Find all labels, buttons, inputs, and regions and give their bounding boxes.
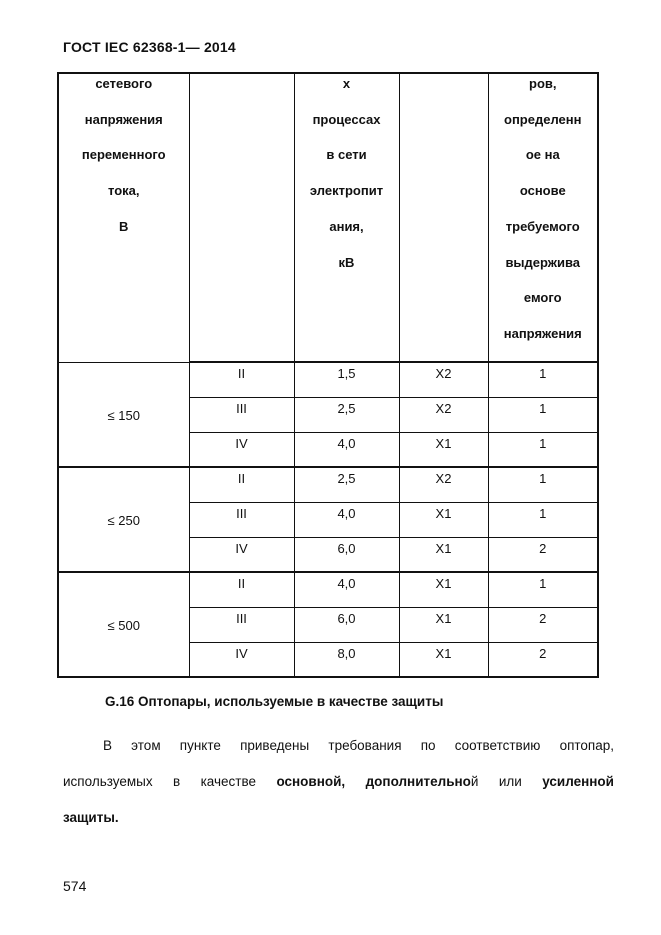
table-cell: IV: [189, 642, 294, 677]
section-title: G.16 Оптопары, используемые в качестве защиты: [105, 694, 444, 709]
table-cell: II: [189, 467, 294, 502]
header-line: ое на: [525, 147, 560, 163]
table-cell: 2,5: [294, 467, 399, 502]
header-line: процессах: [312, 111, 381, 127]
table-cell: 1,5: [294, 362, 399, 397]
header-text: [489, 66, 598, 352]
header-line: тока,: [108, 183, 140, 199]
table-cell: III: [189, 607, 294, 642]
paragraph-line-3: защиты.: [63, 810, 119, 825]
table-cell: 8,0: [294, 642, 399, 677]
table-row: [58, 572, 598, 607]
table-cell: III: [189, 397, 294, 432]
table-cell: X1: [399, 537, 488, 572]
table-cell: X2: [399, 362, 488, 397]
table-cell: IV: [189, 432, 294, 467]
table-row: [58, 467, 598, 502]
table-cell: 4,0: [294, 432, 399, 467]
table-cell: 1: [488, 362, 598, 397]
bold-term-basic: основной,: [276, 774, 346, 789]
table-cell: 4,0: [294, 502, 399, 537]
paragraph-line-2: [63, 772, 614, 792]
header-cell-1: [58, 73, 189, 362]
text: й или: [470, 774, 543, 789]
header-line: основе: [519, 183, 566, 199]
header-line: ания,: [329, 218, 364, 234]
header-cell-4: [399, 73, 488, 362]
table-cell: 1: [488, 502, 598, 537]
table-cell: 1: [488, 432, 598, 467]
header-cell-3: [294, 73, 399, 362]
voltage-cell: ≤ 250: [58, 467, 189, 572]
header-line: электропит: [309, 183, 384, 199]
table-cell: 2: [488, 642, 598, 677]
table-cell: X2: [399, 467, 488, 502]
header-line: выдержива: [505, 254, 581, 270]
header-line: ров,: [529, 76, 557, 91]
header-line: х: [342, 76, 351, 91]
table-cell: X2: [399, 397, 488, 432]
header-line: в сети: [326, 147, 367, 163]
table-cell: 2: [488, 607, 598, 642]
table-cell: 2: [488, 537, 598, 572]
header-cell-5: [488, 73, 598, 362]
header-text: [59, 66, 189, 245]
voltage-cell: ≤ 150: [58, 362, 189, 467]
header-line: сетевого: [95, 76, 153, 91]
table-row: [58, 362, 598, 397]
table-cell: 6,0: [294, 537, 399, 572]
table-cell: 4,0: [294, 572, 399, 607]
table-cell: 2,5: [294, 397, 399, 432]
text: [345, 774, 365, 789]
header-cell-2: [189, 73, 294, 362]
table-cell: X1: [399, 607, 488, 642]
paragraph-line-1: В этом пункте приведены требования по соответствию оптопар,: [103, 738, 614, 753]
header-line: кВ: [338, 254, 355, 270]
bold-term-reinforced: усиленной: [542, 774, 614, 789]
table-cell: 1: [488, 467, 598, 502]
table-header-row: [58, 73, 598, 362]
data-table: [57, 72, 599, 678]
table-cell: 1: [488, 397, 598, 432]
table-cell: IV: [189, 537, 294, 572]
header-line: напряжения: [503, 325, 582, 341]
table-cell: 1: [488, 572, 598, 607]
bold-term-supplementary: дополнительно: [365, 774, 471, 789]
page-number: 574: [63, 878, 87, 894]
header-line: емого: [523, 290, 562, 306]
table-cell: II: [189, 362, 294, 397]
header-line: переменного: [81, 147, 166, 163]
table-cell: X1: [399, 572, 488, 607]
voltage-cell: ≤ 500: [58, 572, 189, 677]
text: используемых в качестве: [63, 774, 277, 789]
document-header: ГОСТ IEC 62368-1— 2014: [63, 39, 236, 55]
table-cell: III: [189, 502, 294, 537]
table-cell: II: [189, 572, 294, 607]
table-cell: X1: [399, 432, 488, 467]
table-cell: X1: [399, 502, 488, 537]
header-text: [295, 66, 399, 280]
table-cell: 6,0: [294, 607, 399, 642]
header-line: определенн: [504, 111, 582, 127]
table-cell: X1: [399, 642, 488, 677]
header-line: требуемого: [505, 218, 580, 234]
header-line: В: [119, 218, 129, 234]
header-line: напряжения: [84, 111, 163, 127]
